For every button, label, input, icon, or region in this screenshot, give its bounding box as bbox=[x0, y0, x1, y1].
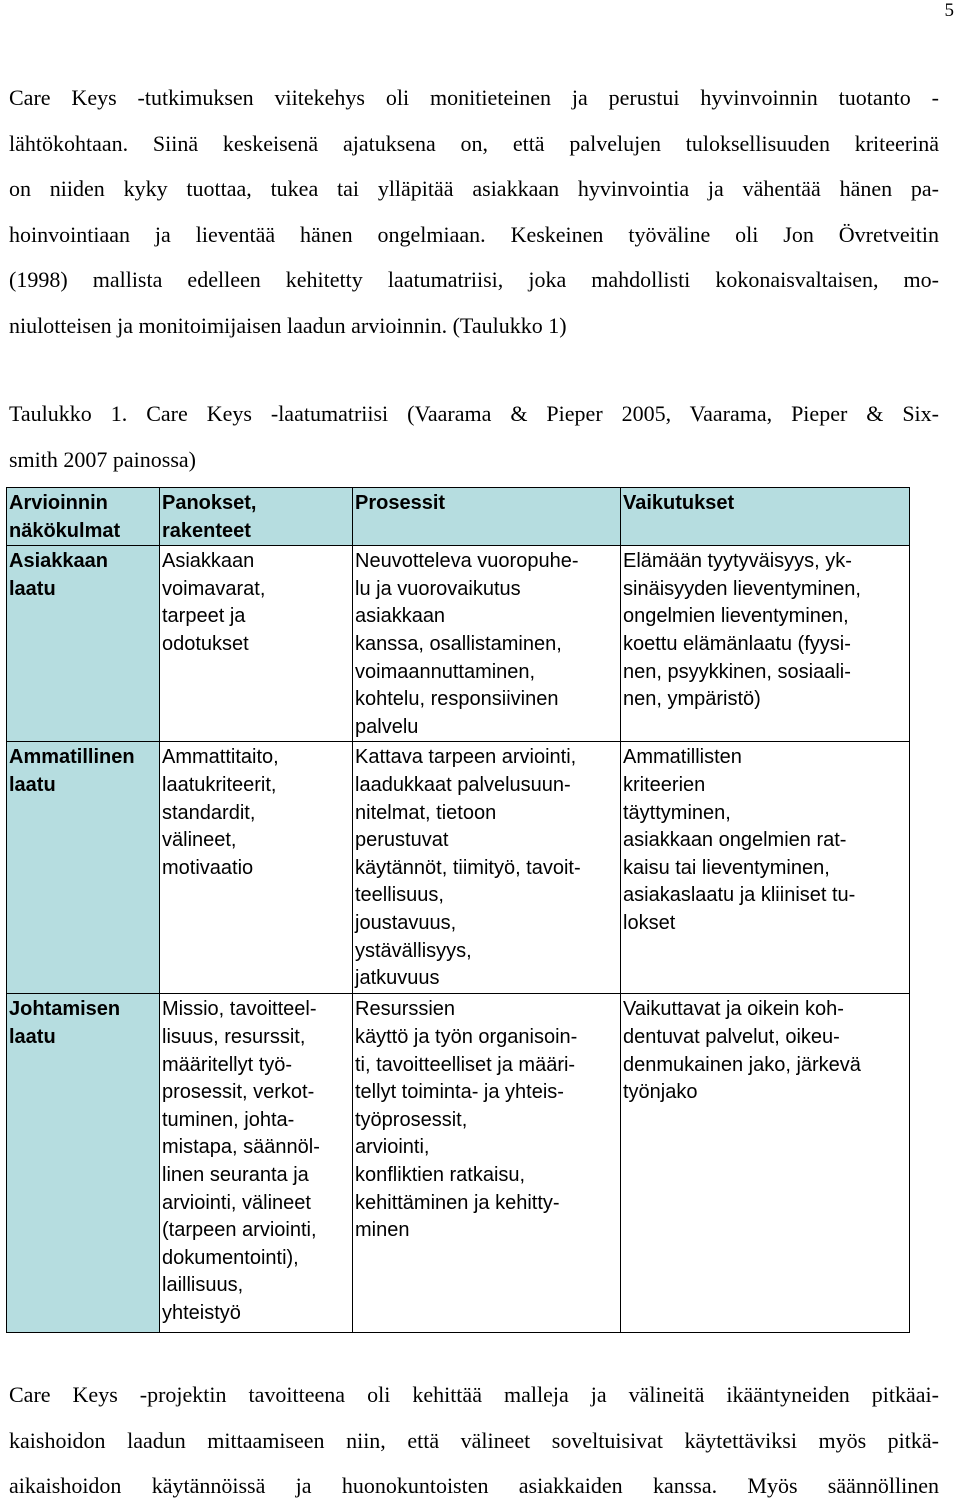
processes-cell bbox=[353, 546, 621, 742]
outro-line: aikaishoidon käytännöissä ja huonokuntoisten asiakkaiden kanssa. Myös säännöllinen bbox=[9, 1473, 939, 1498]
cell-line: tuminen, johta- bbox=[162, 1108, 295, 1131]
table-header-row bbox=[7, 488, 910, 546]
cell-line: dentuvat palvelut, oikeu- bbox=[623, 1025, 840, 1048]
table-caption bbox=[9, 391, 939, 482]
quality-matrix-table bbox=[6, 487, 910, 1333]
intro-line: hoinvointiaan ja lieventää hänen ongelmiaan. Keskeinen työväline oli Jon Övretveitin bbox=[9, 221, 939, 247]
outro-line: kaishoidon laadun mittaamiseen niin, että välineet soveltuisivat käytettäviksi myös pitkä- bbox=[9, 1427, 939, 1453]
cell-line: asiakkaan ongelmien rat- bbox=[623, 829, 847, 852]
cell-line: kehittäminen ja kehitty- bbox=[355, 1191, 560, 1214]
intro-line: on niiden kyky tuottaa, tukea tai ylläpitää asiakkaan hyvinvointia ja vähentää hänen pa- bbox=[9, 176, 939, 201]
cell-line: nitelmat, tietoon bbox=[355, 801, 497, 824]
cell-line: jatkuvuus bbox=[355, 967, 440, 990]
cell-line: voimavarat, bbox=[162, 577, 266, 600]
cell-line: yhteistyö bbox=[162, 1301, 241, 1324]
cell-line: Arvioinnin bbox=[9, 492, 108, 514]
cell-line: määritellyt työ- bbox=[162, 1053, 293, 1076]
cell-line: ti, tavoitteelliset ja määri- bbox=[355, 1053, 576, 1076]
cell-line: motivaatio bbox=[162, 856, 254, 879]
cell-line: Asiakkaan bbox=[162, 550, 255, 573]
cell-line: palvelu bbox=[355, 715, 419, 738]
cell-line: laatu bbox=[9, 773, 56, 796]
cell-line: käytännöt, tiimityö, tavoit- bbox=[355, 856, 581, 879]
cell-line: arviointi, välineet bbox=[162, 1191, 311, 1214]
cell-line: joustavuus, bbox=[355, 911, 457, 934]
header-cell bbox=[621, 488, 910, 546]
cell-line: lu ja vuorovaikutus bbox=[355, 577, 521, 600]
cell-line: perustuvat bbox=[355, 829, 449, 852]
cell-line: tellyt toiminta- ja yhteis- bbox=[355, 1081, 564, 1104]
intro-line: niulotteisen ja monitoimijaisen laadun arvioinnin. (Taulukko 1) bbox=[9, 312, 567, 338]
intro-paragraph bbox=[9, 75, 939, 348]
cell-line: työprosessit, bbox=[355, 1108, 468, 1131]
cell-line: Elämään tyytyväisyys, yk- bbox=[623, 550, 852, 573]
cell-line: linen seuranta ja bbox=[162, 1163, 309, 1186]
cell-line: Panokset, bbox=[162, 492, 257, 514]
inputs-cell bbox=[160, 994, 353, 1333]
cell-line: koettu elämänlaatu (fyysi- bbox=[623, 632, 851, 655]
cell-line: tarpeet ja bbox=[162, 605, 246, 628]
cell-line: Ammattitaito, bbox=[162, 746, 279, 769]
outro-line: Care Keys -projektin tavoitteena oli kehittää malleja ja välineitä ikääntyneiden pitkäai- bbox=[9, 1382, 939, 1407]
cell-line: ongelmien lieventyminen, bbox=[623, 605, 849, 628]
cell-line: lokset bbox=[623, 911, 676, 934]
cell-line: prosessit, verkot- bbox=[162, 1081, 315, 1104]
aspect-cell bbox=[7, 742, 160, 994]
aspect-cell bbox=[7, 546, 160, 742]
cell-line: konfliktien ratkaisu, bbox=[355, 1163, 526, 1186]
cell-line: käyttö ja työn organisoin- bbox=[355, 1025, 578, 1048]
cell-line: rakenteet bbox=[162, 519, 251, 542]
cell-line: laatu bbox=[9, 1025, 56, 1048]
cell-line: Vaikutukset bbox=[623, 492, 735, 514]
cell-line: Johtamisen bbox=[9, 998, 121, 1021]
intro-line: lähtökohtaan. Siinä keskeisenä ajatuksena on, että palvelujen tuloksellisuuden kriteerinä bbox=[9, 130, 939, 156]
cell-line: teellisuus, bbox=[355, 884, 444, 907]
processes-cell bbox=[353, 994, 621, 1333]
cell-line: kriteerien bbox=[623, 773, 706, 796]
cell-line: Asiakkaan bbox=[9, 550, 108, 573]
cell-line: Kattava tarpeen arviointi, bbox=[355, 746, 577, 769]
cell-line: (tarpeen arviointi, bbox=[162, 1219, 317, 1242]
caption-line: smith 2007 painossa) bbox=[9, 446, 196, 472]
outcomes-cell bbox=[621, 994, 910, 1333]
cell-line: arviointi, bbox=[355, 1136, 430, 1159]
page-number: 5 bbox=[944, 0, 954, 21]
aspect-cell bbox=[7, 994, 160, 1333]
cell-line: Resurssien bbox=[355, 998, 456, 1021]
cell-line: sinäisyyden lieventyminen, bbox=[623, 577, 861, 600]
outcomes-cell bbox=[621, 742, 910, 994]
cell-line: kanssa, osallistaminen, bbox=[355, 632, 562, 655]
cell-line: lisuus, resurssit, bbox=[162, 1025, 306, 1048]
cell-line: Prosessit bbox=[355, 492, 446, 514]
cell-line: välineet, bbox=[162, 829, 237, 852]
table-row bbox=[7, 994, 910, 1333]
cell-line: kohtelu, responsiivinen bbox=[355, 688, 559, 711]
cell-line: Missio, tavoitteel- bbox=[162, 998, 317, 1021]
cell-line: laatu bbox=[9, 577, 56, 600]
table-row bbox=[7, 546, 910, 742]
header-cell bbox=[160, 488, 353, 546]
cell-line: dokumentointi), bbox=[162, 1246, 299, 1269]
inputs-cell bbox=[160, 546, 353, 742]
cell-line: asiakkaan bbox=[355, 605, 446, 628]
cell-line: asiakaslaatu ja kliiniset tu- bbox=[623, 884, 856, 907]
cell-line: nen, ympäristö) bbox=[623, 688, 761, 711]
cell-line: Vaikuttavat ja oikein koh- bbox=[623, 998, 844, 1021]
cell-line: Ammatillinen bbox=[9, 746, 135, 769]
cell-line: laatukriteerit, bbox=[162, 773, 277, 796]
cell-line: ystävällisyys, bbox=[355, 939, 472, 962]
intro-line: Care Keys -tutkimuksen viitekehys oli monitieteinen ja perustui hyvinvoinnin tuotanto - bbox=[9, 85, 939, 110]
caption-line: Taulukko 1. Care Keys -laatumatriisi (Vaarama & Pieper 2005, Vaarama, Pieper & Six- bbox=[9, 401, 939, 426]
cell-line: näkökulmat bbox=[9, 519, 121, 542]
cell-line: Ammatillisten bbox=[623, 746, 742, 769]
cell-line: nen, psyykkinen, sosiaali- bbox=[623, 660, 851, 683]
cell-line: denmukainen jako, järkevä bbox=[623, 1053, 861, 1076]
cell-line: laillisuus, bbox=[162, 1274, 244, 1297]
cell-line: standardit, bbox=[162, 801, 256, 824]
intro-line: (1998) mallista edelleen kehitetty laatumatriisi, joka mahdollisti kokonaisvaltaisen, mo- bbox=[9, 267, 939, 292]
outcomes-cell bbox=[621, 546, 910, 742]
cell-line: laadukkaat palvelusuun- bbox=[355, 773, 571, 796]
closing-paragraph bbox=[9, 1372, 939, 1509]
cell-line: kaisu tai lieventyminen, bbox=[623, 856, 830, 879]
cell-line: voimaannuttaminen, bbox=[355, 660, 536, 683]
cell-line: odotukset bbox=[162, 632, 249, 655]
processes-cell bbox=[353, 742, 621, 994]
header-cell bbox=[7, 488, 160, 546]
header-cell bbox=[353, 488, 621, 546]
cell-line: työnjako bbox=[623, 1081, 698, 1104]
table-row bbox=[7, 742, 910, 994]
inputs-cell bbox=[160, 742, 353, 994]
cell-line: Neuvotteleva vuoropuhe- bbox=[355, 550, 579, 573]
cell-line: täyttyminen, bbox=[623, 801, 731, 824]
cell-line: minen bbox=[355, 1219, 410, 1242]
cell-line: mistapa, säännöl- bbox=[162, 1136, 320, 1159]
